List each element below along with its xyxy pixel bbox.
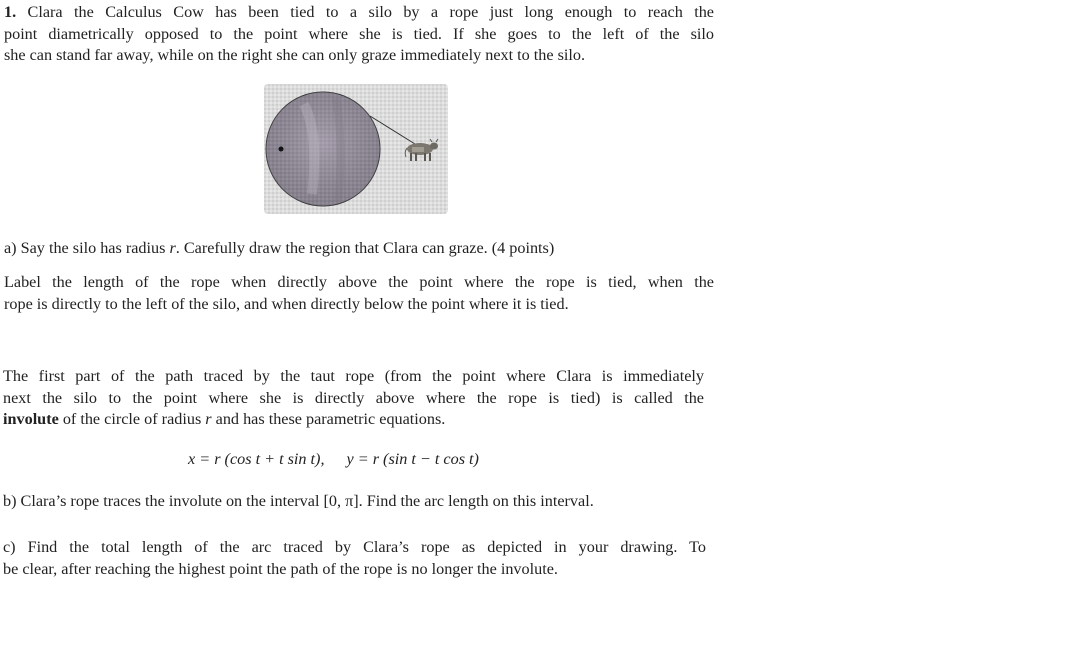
part-a-prefix: a) Say the silo has radius <box>4 239 166 257</box>
part-a-suffix: . Carefully draw the region that Clara can graze. (4 points) <box>175 239 555 257</box>
silo-highlight-2 <box>336 98 341 202</box>
part-b-text: b) Clara’s rope traces the involute on the interval [0, π]. Find the arc length on this interval. <box>3 492 594 510</box>
intro-line-3: she can stand far away, while on the right she can only graze immediately next to the silo. <box>4 46 586 64</box>
label-line-1: Label the length of the rope when directly above the point where the rope is tied, when the <box>4 273 714 291</box>
part-b <box>3 491 704 513</box>
part-c-line-2: be clear, after reaching the highest point the path of the rope is no longer the involute. <box>3 559 558 578</box>
involute-term: involute <box>3 410 59 428</box>
problem-number: 1. <box>4 3 17 21</box>
silo-figure <box>264 84 448 214</box>
var-r-2: r <box>205 410 212 428</box>
var-r: r <box>169 239 176 257</box>
intro-line-1-text: Clara the Calculus Cow has been tied to a silo by a rope just long enough to reach the <box>16 3 714 21</box>
involute-line-2: next the silo to the point where she is directly above where the rope is tied) is called the <box>3 388 704 407</box>
tie-point <box>279 147 284 152</box>
involute-line-3 <box>3 409 704 431</box>
part-a <box>4 238 714 260</box>
intro-line-2: point diametrically opposed to the point where she is tied. If she goes to the left of the silo <box>4 24 714 43</box>
part-c <box>3 537 706 580</box>
label-line-2: rope is directly to the left of the silo, and when directly below the point where it is tied. <box>4 294 569 313</box>
equation-y: y = r (sin t − t cos t) <box>346 450 479 468</box>
problem-intro <box>4 2 714 67</box>
equation-x: x = r (cos t + t sin t), <box>188 450 325 468</box>
intro-line-1 <box>4 2 714 24</box>
part-a-question <box>4 238 714 260</box>
involute-line-1: The first part of the path traced by the taut rope (from the point where Clara is immediately <box>3 367 704 385</box>
part-c-line-1: c) Find the total length of the arc traced by Clara’s rope as depicted in your drawing. To <box>3 538 706 556</box>
involute-description <box>3 366 704 431</box>
part-a-label-instructions <box>4 272 714 315</box>
involute-line-3-mid: of the circle of radius <box>58 410 206 428</box>
parametric-equation <box>188 450 479 469</box>
involute-line-3-end: and has these parametric equations. <box>211 410 446 428</box>
